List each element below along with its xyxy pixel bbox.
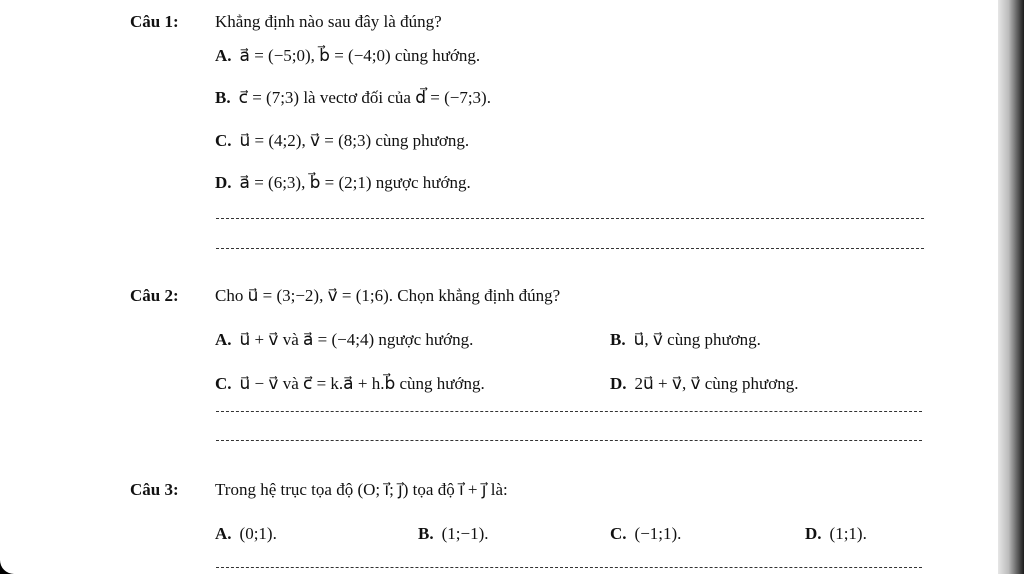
option-letter: B. [610, 330, 626, 349]
option-letter: C. [215, 374, 232, 393]
option-text: (1;1). [829, 524, 867, 543]
option-text: u⃗ + v⃗ và a⃗ = (−4;4) ngược hướng. [239, 330, 474, 349]
question-3-option-a [215, 524, 277, 544]
answer-line [216, 248, 924, 249]
question-2-option-a [215, 330, 473, 350]
option-text: u⃗ = (4;2), v⃗ = (8;3) cùng phương. [239, 131, 470, 150]
question-2-text: Cho u⃗ = (3;−2), v⃗ = (1;6). Chọn khẳng định đúng? [215, 286, 561, 305]
answer-line [216, 411, 922, 412]
page-edge-shadow [998, 0, 1024, 574]
option-letter: D. [805, 524, 822, 543]
option-letter: D. [610, 374, 627, 393]
question-1-option-d [215, 173, 471, 193]
question-1-option-a [215, 46, 480, 66]
answer-line [216, 440, 922, 441]
question-3-text: Trong hệ trục tọa độ (O; i⃗; j⃗) tọa độ i⃗ + j⃗ là: [215, 480, 508, 499]
option-letter: C. [610, 524, 627, 543]
question-3-option-d [805, 524, 867, 544]
question-2-option-b [610, 330, 761, 350]
option-text: a⃗ = (−5;0), b⃗ = (−4;0) cùng hướng. [239, 46, 481, 65]
option-text: u⃗, v⃗ cùng phương. [633, 330, 761, 349]
option-letter: A. [215, 46, 232, 65]
question-1-text: Khẳng định nào sau đây là đúng? [215, 12, 442, 31]
question-2-option-c [215, 374, 485, 394]
option-letter: A. [215, 524, 232, 543]
question-2-label: Câu 2: [130, 286, 179, 305]
question-1-option-c [215, 131, 469, 151]
question-3-option-c [610, 524, 681, 544]
question-3-option-b [418, 524, 488, 544]
question-1-label: Câu 1: [130, 12, 179, 31]
option-text: (−1;1). [634, 524, 682, 543]
answer-line [216, 218, 924, 219]
option-letter: D. [215, 173, 232, 192]
question-3-label: Câu 3: [130, 480, 179, 499]
option-text: (1;−1). [441, 524, 489, 543]
question-1-option-b [215, 88, 491, 108]
option-letter: B. [215, 88, 231, 107]
option-text: 2u⃗ + v⃗, v⃗ cùng phương. [634, 374, 799, 393]
option-text: c⃗ = (7;3) là vectơ đối của d⃗ = (−7;3). [238, 88, 491, 107]
option-text: (0;1). [239, 524, 277, 543]
option-text: u⃗ − v⃗ và c⃗ = k.a⃗ + h.b⃗ cùng hướng. [239, 374, 485, 393]
option-letter: A. [215, 330, 232, 349]
option-text: a⃗ = (6;3), b⃗ = (2;1) ngược hướng. [239, 173, 471, 192]
option-letter: C. [215, 131, 232, 150]
question-2-option-d [610, 374, 799, 394]
answer-line [216, 567, 922, 568]
option-letter: B. [418, 524, 434, 543]
